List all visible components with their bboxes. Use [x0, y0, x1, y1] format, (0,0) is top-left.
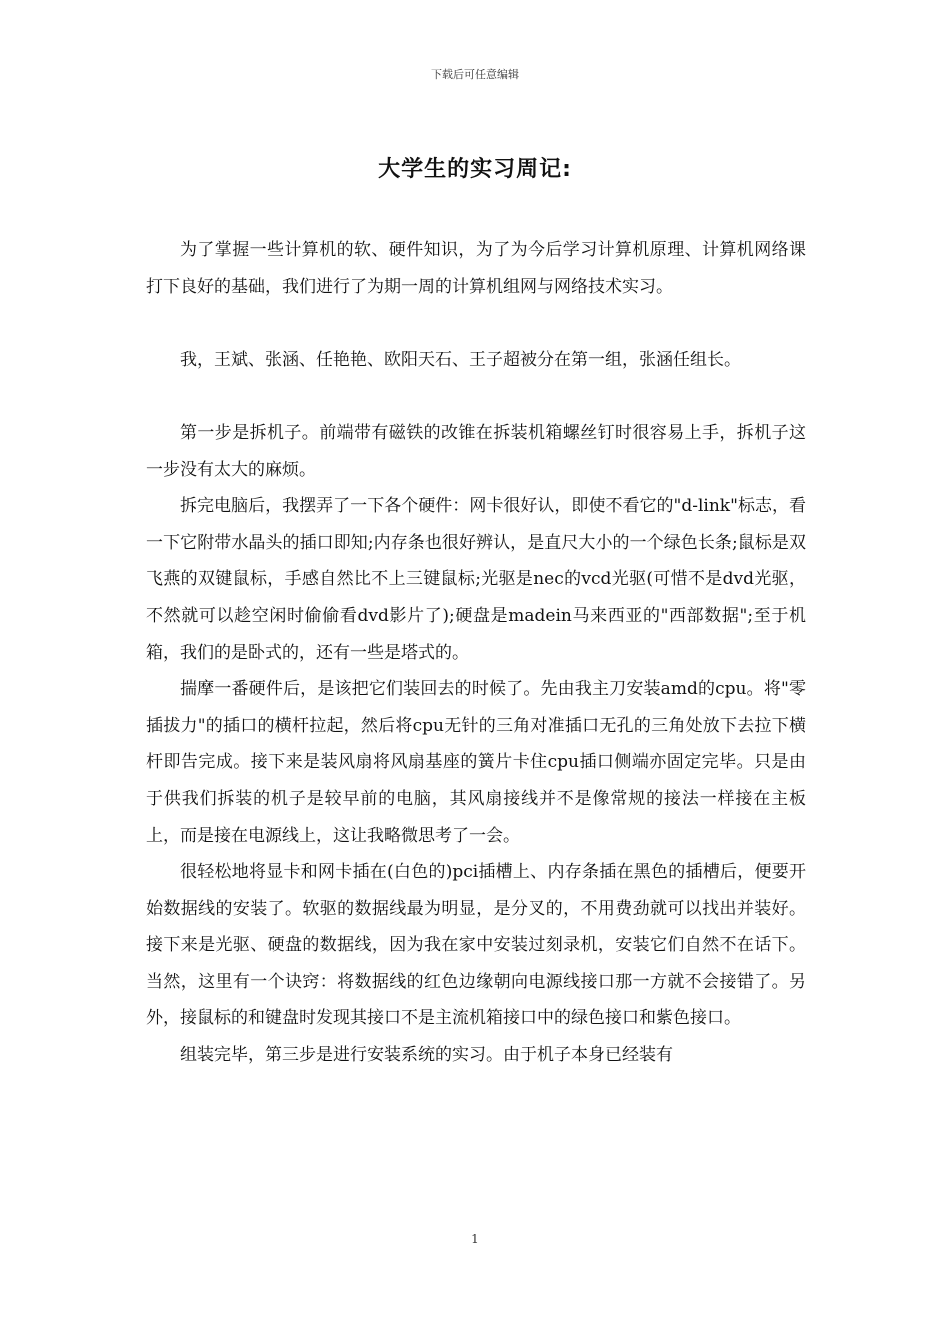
paragraph-system-install: 组装完毕，第三步是进行安装系统的实习。由于机子本身已经装有	[180, 1045, 673, 1066]
paragraph-group-members: 我，王斌、张涵、任艳艳、欧阳天石、王子超被分在第一组，张涵任组长。	[180, 349, 741, 370]
paragraph-disassembly: 第一步是拆机子。前端带有磁铁的改锥在拆装机箱螺丝钉时很容易上手，拆机子这一步没有太大的麻烦。	[146, 422, 806, 480]
document-body	[146, 232, 806, 1074]
paragraph-intro: 为了掌握一些计算机的软、硬件知识，为了为今后学习计算机原理、计算机网络课打下良好的基础，我们进行了为期一周的计算机组网与网络技术实习。	[146, 240, 806, 297]
paragraph-cpu-install: 揣摩一番硬件后，是该把它们装回去的时候了。先由我主刀安装amd的cpu。将"零插拔力"的插口的横杆拉起，然后将cpu无针的三角对准插口无孔的三角处放下去拉下横杆即告完成。接下来是装风扇将风扇基座的簧片卡住cpu插口侧端亦固定完毕。只是由于供我们拆装的机子是较早前的电脑，其风扇接线并不是像常规的接法一样接在主板上，而是接在电源线上，这让我略微思考了一会。	[146, 679, 806, 846]
page-header-note: 下载后可任意编辑	[431, 68, 519, 81]
page-number: 1	[471, 1232, 479, 1246]
paragraph-cards-cables: 很轻松地将显卡和网卡插在(白色的)pci插槽上、内存条插在黑色的插槽后，便要开始数据线的安装了。软驱的数据线最为明显，是分叉的，不用费劲就可以找出并装好。接下来是光驱、硬盘的数据线，因为我在家中安装过刻录机，安装它们自然不在话下。当然，这里有一个诀窍：将数据线的红色边缘朝向电源线接口那一方就不会接错了。另外，接鼠标的和键盘时发现其接口不是主流机箱接口中的绿色接口和紫色接口。	[146, 862, 806, 1029]
paragraph-hardware: 拆完电脑后，我摆弄了一下各个硬件：网卡很好认，即使不看它的"d-link"标志，看一下它附带水晶头的插口即知;内存条也很好辨认，是直尺大小的一个绿色长条;鼠标是双飞燕的双键鼠标，手感自然比不上三键鼠标;光驱是nec的vcd光驱(可惜不是dvd光驱，不然就可以趁空闲时偷偷看dvd影片了);硬盘是madein马来西亚的"西部数据";至于机箱，我们的是卧式的，还有一些是塔式的。	[146, 496, 806, 663]
document-title: 大学生的实习周记:	[378, 157, 572, 182]
